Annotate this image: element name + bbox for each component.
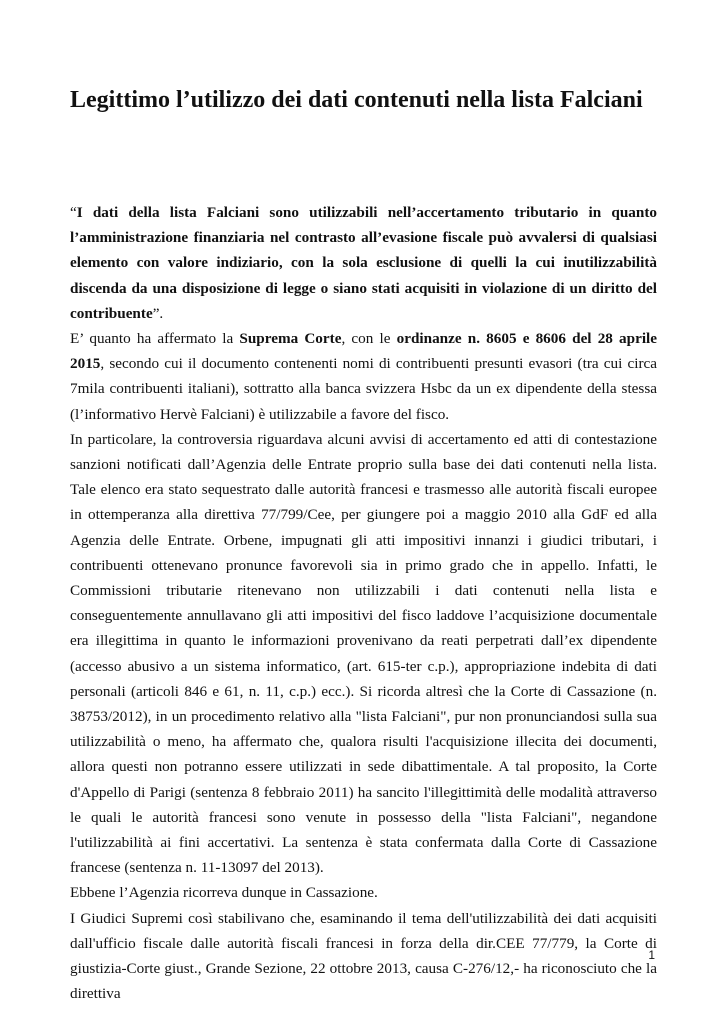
appeal-paragraph: Ebbene l’Agenzia ricorreva dunque in Cassazione. [70,884,378,902]
close-quote: ”. [152,304,164,322]
page-title: Legittimo l’utilizzo dei dati contenuti nella lista Falciani [70,87,643,113]
open-quote: “ [70,204,77,221]
ruling-paragraph [70,326,657,427]
page-number: 1 [648,948,655,962]
ordinance-reference: ordinanze n. 8605 e 8606 del 28 aprile 2015 [70,330,657,373]
ruling-text-2: , con le [341,330,397,348]
controversy-paragraph: In particolare, la controversia riguardava alcuni avvisi di accertamento ed atti di contestazione sanzioni notificati dall’Agenzia delle Entrate proprio sulla base dei dati contenuti nella lista. Tale elenco era stato sequestrato dalle autorità francesi e trasmesso alle autorità fiscali europee in ottemperanza alla direttiva 77/799/Cee, per giungere poi a maggio 2010 alla GdF ed alla Agenzia delle Entrate. Orbene, impugnati gli atti impositivi innanzi i giudici tributari, i contribuenti ottenevano pronunce favorevoli sia in primo grado che in appello. Infatti, le Commissioni tributarie ritenevano non utilizzabili i dati contenuti nella lista e conseguentemente annullavano gli atti impositivi del fisco laddove l’acquisizione documentale era illegittima in quanto le informazioni provenivano da reati perpetrati dall’ex dipendente (accesso abusivo a un sistema informatico, (art. 615-ter c.p.), appropriazione indebita di dati personali (articoli 846 e 61, n. 11, c.p.) ecc.). Si ricorda altresì che la Corte di Cassazione (n. 38753/2012), in un procedimento relativo alla "lista Falciani", pur non pronunciandosi sulla sua utilizzabilità o meno, ha affermato che, qualora risulti l'acquisizione illecita dei documenti, allora questi non potranno essere utilizzati in sede dibattimentale. A tal proposito, la Corte d'Appello di Parigi (sentenza 8 febbraio 2011) ha sancito l'illegittimità delle modalità attraverso le quali le autorità francesi sono venute in possesso della "lista Falciani", negandone l'utilizzabilità ai fini accertativi. La sentenza è stata confermata dalla Corte di Cassazione francese (sentenza n. 11-13097 del 2013). [70,430,657,877]
quote-paragraph [70,200,657,326]
court-name: Suprema Corte [239,330,342,348]
ruling-text-3: , secondo cui il documento contenenti nomi di contribuenti presunti evasori (tra cui circa 7mila contribuenti italiani), sottratto alla banca svizzera Hsbc da un ex dipendente della stessa (l’informativo Hervè Falciani) è utilizzabile a favore del fisco. [70,355,657,423]
document-body [70,200,657,1007]
quoted-ruling: I dati della lista Falciani sono utilizzabili nell’accertamento tributario in quanto l’amministrazione finanziaria nel contrasto all’evasione fiscale può avvalersi di qualsiasi elemento con valore indiziario, con la sola esclusione di quelli la cui inutilizzabilità discenda da una disposizione di legge o siano stati acquisiti in violazione di un diritto del contribuente [70,204,657,322]
judges-paragraph: I Giudici Supremi così stabilivano che, esaminando il tema dell'utilizzabilità dei dati acquisiti dall'ufficio fiscale dalle autorità fiscali francesi in forza della dir.CEE 77/779, la Corte di giustizia-Corte giust., Grande Sezione, 22 ottobre 2013, causa C-276/12,- ha riconosciuto che la direttiva [70,909,657,1003]
ruling-text-1: E’ quanto ha affermato la [70,330,240,348]
